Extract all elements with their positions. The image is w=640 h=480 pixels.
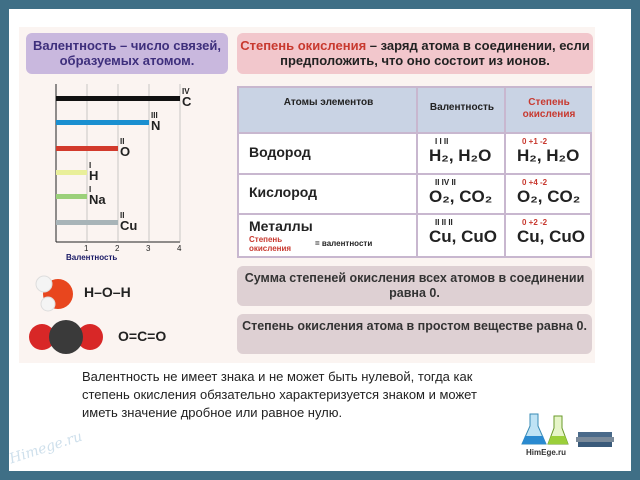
valence-marks: II IV II	[435, 178, 456, 187]
valence-bar-n	[56, 120, 149, 125]
header-valence: Валентность	[418, 88, 506, 132]
chart-axis-title: Валентность	[66, 253, 118, 262]
element-label-c: IV C	[182, 87, 192, 109]
element-valence-mark: III	[151, 111, 158, 120]
header-oxidation: Степень окисления	[506, 88, 592, 132]
watermark: Himege.ru	[7, 428, 85, 468]
element-label-n: III N	[151, 111, 161, 133]
element-label-cu: II Cu	[120, 211, 138, 233]
valence-formula: O₂, CO₂	[429, 187, 493, 206]
row-divider	[239, 213, 590, 215]
tick-label-4: 4	[177, 244, 182, 253]
valence-bar-cu	[56, 220, 118, 225]
water-formula: H–O–H	[84, 284, 131, 300]
oxidation-formula: Cu, CuO	[517, 227, 585, 246]
lab-flasks-icon	[520, 410, 620, 450]
header-atoms: Атомы элементов	[239, 88, 418, 132]
column-divider	[504, 88, 506, 256]
row-divider	[239, 173, 590, 175]
metal-note-oxidation: Степень окисления	[249, 235, 292, 253]
row-name-metals: Металлы	[249, 218, 313, 234]
water-molecule-icon	[34, 274, 74, 314]
tick-label-3: 3	[146, 244, 151, 253]
valence-bar-na	[56, 194, 87, 199]
element-label-na: I Na	[89, 185, 106, 207]
valence-term: Валентность	[33, 38, 117, 53]
tick-label-1: 1	[84, 244, 89, 253]
co2-formula: O=C=O	[118, 328, 167, 344]
valence-marks: II II II	[435, 218, 453, 227]
row-divider	[239, 132, 590, 134]
element-label-o: II O	[120, 137, 131, 159]
oxidation-marks: 0 +2 -2	[522, 218, 548, 227]
valence-chart	[46, 82, 190, 260]
valence-formula: H₂, H₂O	[429, 146, 492, 165]
oxidation-formula: O₂, CO₂	[517, 187, 581, 206]
metal-note-equals: = валентности	[315, 239, 373, 248]
valence-definition-text: – число связей, образуемых атомом.	[59, 38, 221, 68]
valence-bar-c	[56, 96, 180, 101]
element-valence-mark: I	[89, 161, 92, 170]
brand-label: HimEge.ru	[526, 448, 567, 457]
co2-molecule-icon	[28, 316, 104, 358]
oxidation-marks: 0 +4 -2	[522, 178, 548, 187]
rule-sum-zero: Сумма степеней окисления всех атомов в соединении равна 0.	[237, 266, 592, 306]
column-divider	[416, 88, 418, 256]
row-name-oxygen: Кислород	[249, 184, 318, 200]
element-valence-mark: IV	[182, 87, 190, 96]
row-name-hydrogen: Водород	[249, 144, 311, 160]
oxidation-definition-text: – заряд атома в соединении, если предположить, что оно состоит из ионов.	[280, 38, 590, 68]
element-valence-mark: II	[120, 137, 125, 146]
rule-simple-substance: Степень окисления атома в простом веществе равна 0.	[237, 314, 592, 354]
element-label-h: I H	[89, 161, 99, 183]
caption-text: Валентность не имеет знака и не может быть нулевой, тогда как степень окисления обязательно характеризуется знаком и может иметь значение дробное или равное нулю.	[82, 369, 477, 420]
valence-formula: Cu, CuO	[429, 227, 497, 246]
tick-label-2: 2	[115, 244, 120, 253]
valence-bar-o	[56, 146, 118, 151]
oxidation-definition	[237, 33, 593, 74]
element-valence-mark: I	[89, 185, 92, 194]
valence-definition	[26, 33, 228, 74]
valence-bar-h	[56, 170, 87, 175]
valence-marks: I I II	[435, 137, 449, 146]
comparison-table	[237, 86, 592, 258]
oxidation-formula: H₂, H₂O	[517, 146, 580, 165]
oxidation-term: Степень окисления	[240, 38, 367, 53]
element-valence-mark: II	[120, 211, 125, 220]
oxidation-marks: 0 +1 -2	[522, 137, 548, 146]
